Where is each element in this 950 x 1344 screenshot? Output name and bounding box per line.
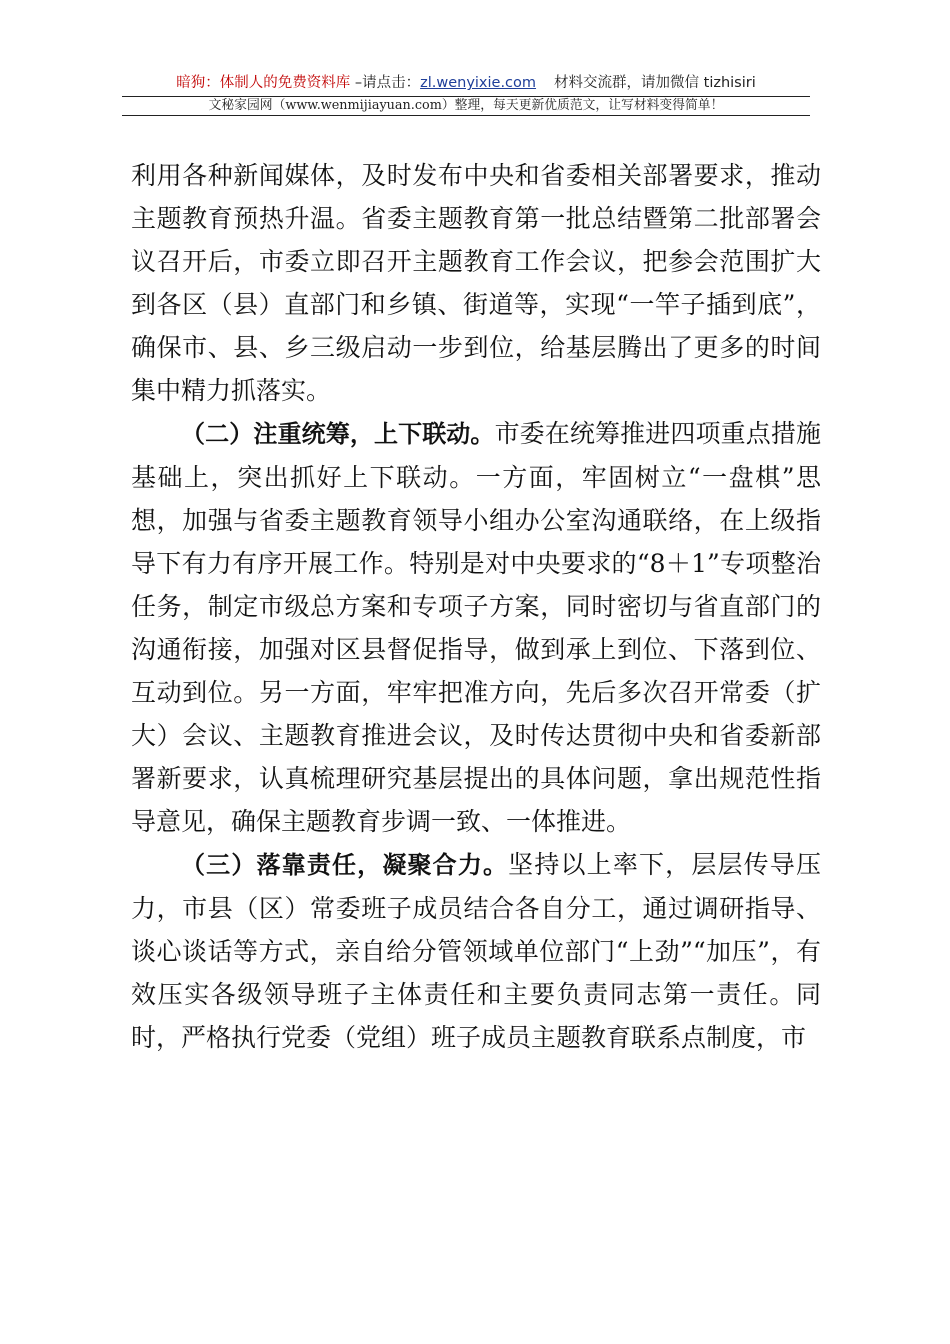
header-ad-prompt: –请点击： [350, 75, 421, 91]
header-divider-bottom [122, 115, 810, 116]
paragraph-3-heading: （三）落靠责任，凝聚合力。 [181, 851, 509, 879]
paragraph-2 [131, 412, 821, 843]
paragraph-3 [131, 843, 821, 1059]
paragraph-1: 利用各种新闻媒体，及时发布中央和省委相关部署要求，推动主题教育预热升温。省委主题教育第一批总结暨第二批部署会议召开后，市委立即召开主题教育工作会议，把参会范围扩大到各区（县）直部门和乡镇、街道等，实现“一竿子插到底”，确保市、县、乡三级启动一步到位，给基层腾出了更多的时间集中精力抓落实。 [131, 161, 821, 405]
header-ad-title: 暗狗：体制人的免费资料库 [176, 75, 351, 91]
paragraph-2-heading: （二）注重统筹，上下联动。 [181, 420, 495, 448]
header-ad-wechat: 材料交流群，请加微信 tizhisiri [554, 75, 756, 91]
header-ad-link[interactable]: zl.wenyixie.com [420, 75, 537, 91]
paragraph-2-text: 市委在统筹推进四项重点措施基础上，突出抓好上下联动。一方面，牢固树立“一盘棋”思想，加强与省委主题教育领导小组办公室沟通联络，在上级指导下有力有序开展工作。特别是对中央要求的“8＋1”专项整治任务，制定市级总方案和专项子方案，同时密切与省直部门的沟通衔接，加强对区县督促指导，做到承上到位、下落到位、互动到位。另一方面，牢牢把准方向，先后多次召开常委（扩大）会议、主题教育推进会议，及时传达贯彻中央和省委新部署新要求，认真梳理研究基层提出的具体问题，拿出规范性指导意见，确保主题教育步调一致、一体推进。 [131, 419, 821, 836]
header-ad-line [122, 72, 810, 94]
document-body [131, 154, 821, 1059]
paragraph-3-text: 坚持以上率下，层层传导压力，市县（区）常委班子成员结合各自分工，通过调研指导、谈心谈话等方式，亲自给分管领域单位部门“上劲”“加压”，有效压实各级领导班子主体责任和主要负责同志第一责任。同时，严格执行党委（党组）班子成员主题教育联系点制度，市 [131, 850, 821, 1052]
page-header [122, 72, 810, 116]
header-source-line: 文秘家园网（www.wenmijiayuan.com）整理，每天更新优质范文，让写材料变得简单！ [208, 98, 724, 113]
